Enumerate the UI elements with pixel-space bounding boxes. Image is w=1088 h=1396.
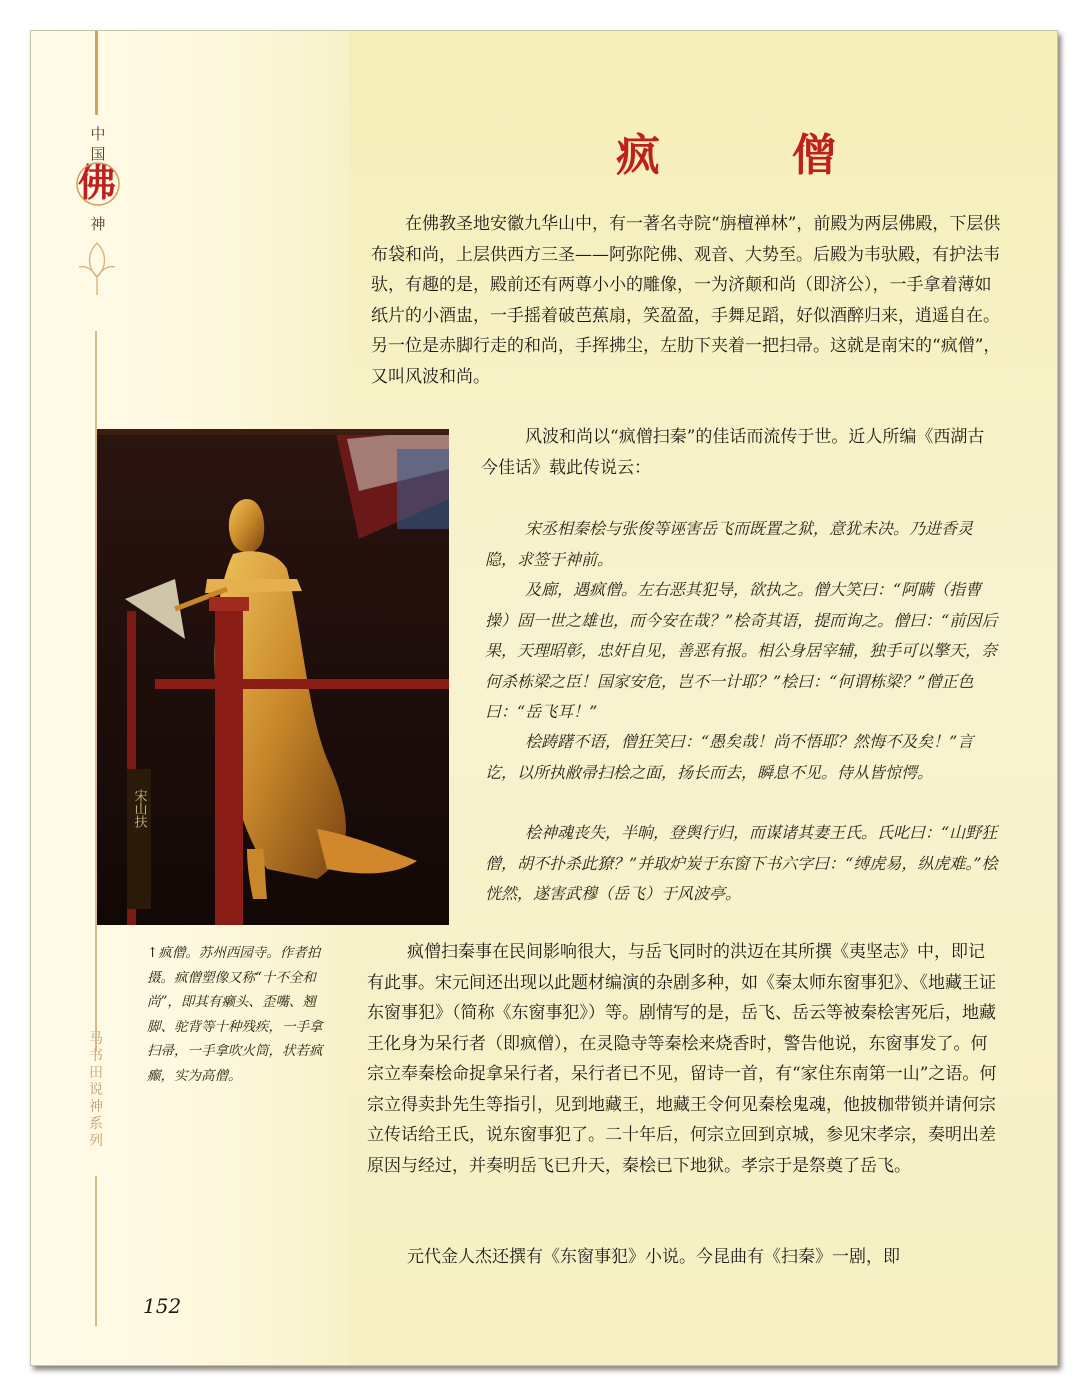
lotus-ornament-icon xyxy=(73,237,121,297)
paragraph-intro: 在佛教圣地安徽九华山中，有一著名寺院“旃檀禅林”，前殿为两层佛殿，下层供布袋和尚，上层供西方三圣——阿弥陀佛、观音、大势至。后殿为韦驮殿，有护法韦驮，有趣的是，殿前还有两尊小小的雕像，一为济颠和尚（即济公），一手拿着薄如纸片的小酒盅，一手摇着破芭蕉扇，笑盈盈，手舞足蹈，好似酒醉归来，逍遥自在。另一位是赤脚行走的和尚，手挥拂尘，左肋下夹着一把扫帚。这就是南宋的“疯僧”，又叫风波和尚。 xyxy=(371,214,1001,387)
statue-photo xyxy=(97,429,449,925)
sidebar-char-guo: 国 xyxy=(90,145,106,163)
sidebar-char-shen: 神 xyxy=(90,215,106,233)
paragraph-yuan-novel: 元代金人杰还撰有《东窗事犯》小说。今昆曲有《扫秦》一剧，即 xyxy=(407,1247,900,1267)
quote-paragraph-1: 宋丞相秦桧与张俊等诬害岳飞而既置之狱，意犹未决。乃进香灵隐，求签于神前。 xyxy=(485,519,974,569)
quote-paragraph-3: 桧踌躇不语，僧狂笑曰：“愚矣哉！尚不悟耶？然悔不及矣！”言讫，以所执敝帚扫桧之面，扬长而去，瞬息不见。侍从皆惊愕。 xyxy=(485,732,974,782)
margin-rule-top xyxy=(95,31,98,115)
margin-rule-bottom xyxy=(95,1176,97,1326)
quote-paragraph-2: 及廊，遇疯僧。左右恶其犯导，欲执之。僧大笑曰：“阿瞒（指曹操）固一世之雄也，而今安在哉？”桧奇其语，提而询之。僧曰：“前因后果，天理昭彰，忠奸自见，善恶有报。相公身居宰辅，独手可以擎天，奈何杀栋梁之臣！国家安危，岂不一计耶？”桧曰：“何谓栋梁？”僧正色曰：“岳飞耳！” xyxy=(485,580,998,721)
svg-text:宋山扶: 宋山扶 xyxy=(131,789,147,828)
book-page xyxy=(30,30,1058,1366)
sidebar-char-zhong: 中 xyxy=(90,125,106,143)
fo-circle-decoration xyxy=(75,161,121,207)
paragraph-folk-influence: 疯僧扫秦事在民间影响很大，与岳飞同时的洪迈在其所撰《夷坚志》中，即记有此事。宋元间还出现以此题材编演的杂剧多种，如《秦太师东窗事犯》、《地藏王证东窗事犯》（简称《东窗事犯》）等。剧情写的是，岳飞、岳云等被秦桧害死后，地藏王化身为呆行者（即疯僧），在灵隐寺等秦桧来烧香时，警告他说，东窗事发了。何宗立奉秦桧命捉拿呆行者，呆行者已不见，留诗一首，有“家住东南第一山”之语。何宗立得卖卦先生等指引，见到地藏王，地藏王令何见秦桧鬼魂，他披枷带锁并请何宗立传话给王氏，说东窗事犯了。二十年后，何宗立回到京城，参见宋孝宗，奏明出差原因与经过，并奏明岳飞已升天，秦桧已下地狱。孝宗于是祭奠了岳飞。 xyxy=(367,942,997,1176)
photo-caption: ↑疯僧。苏州西园寺。作者拍摄。疯僧塑像又称“十不全和尚”，即其有癞头、歪嘴、翘脚、驼背等十种残疾，一手拿扫帚，一手拿吹火筒，状若疯癫，实为高僧。 xyxy=(147,945,323,1084)
series-name: 马书田说神系列 xyxy=(89,1031,103,1149)
paragraph-legend-intro: 风波和尚以“疯僧扫秦”的佳话而流传于世。近人所编《西湖古今佳话》载此传说云： xyxy=(481,427,985,478)
page-title: 疯 僧 xyxy=(616,130,880,181)
mad-monk-statue-image xyxy=(97,429,449,925)
quote-paragraph-4: 桧神魂丧失，半晌，登舆行归，而谋诸其妻王氏。氏叱曰：“山野狂僧，胡不扑杀此獠？”并取炉炭于东窗下书六字曰：“缚虎易，纵虎难。”桧恍然，遂害武穆（岳飞）于风波亭。 xyxy=(485,823,998,903)
page-number: 152 xyxy=(143,1294,182,1318)
sidebar-char-fo: 佛 xyxy=(77,160,116,205)
